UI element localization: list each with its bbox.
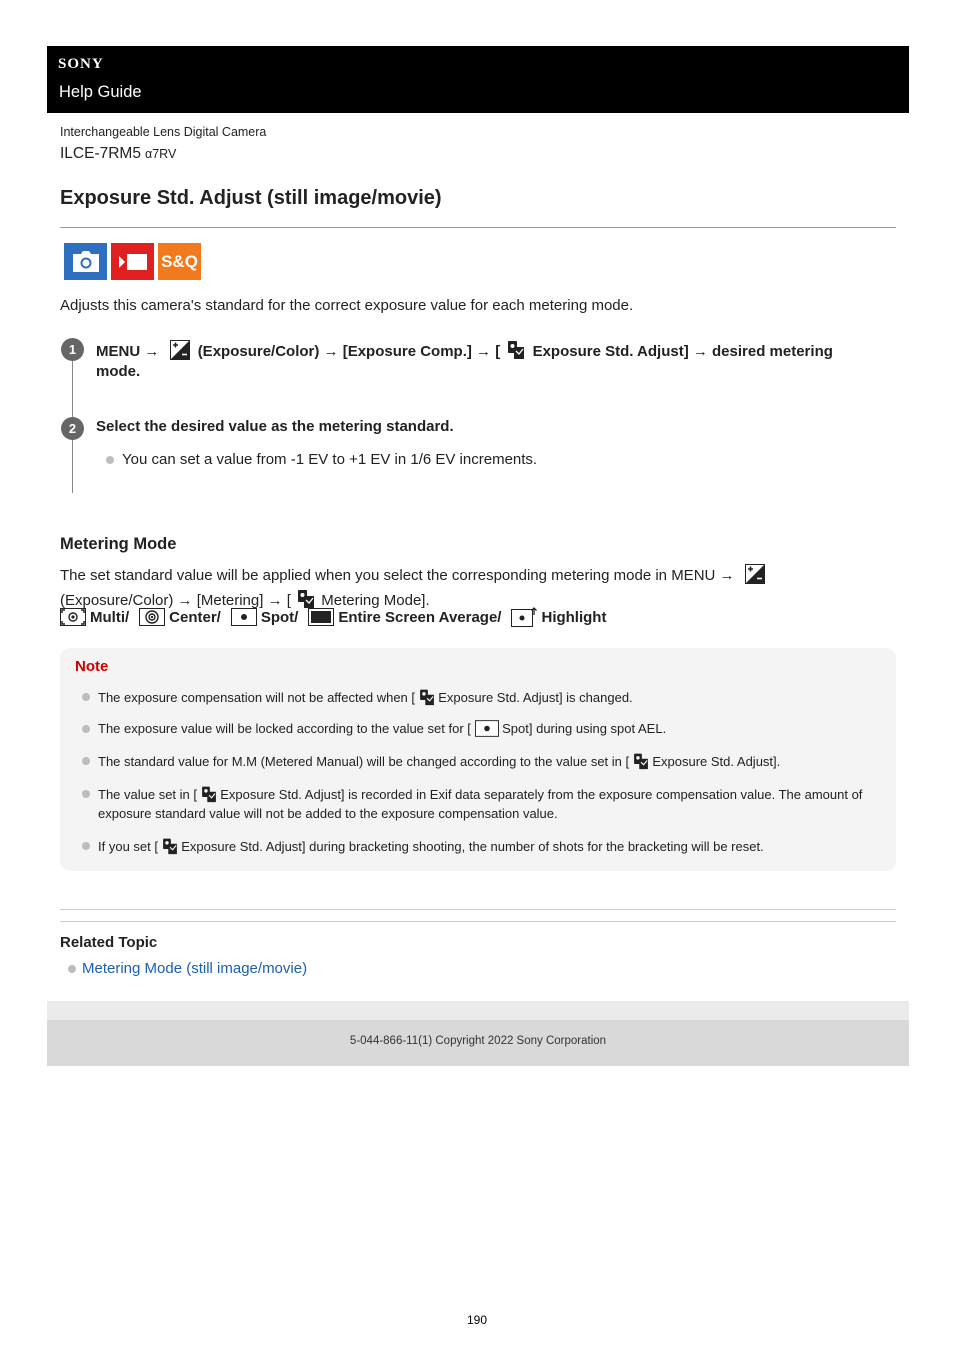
bullet-icon bbox=[82, 693, 90, 701]
multi-metering-icon bbox=[60, 608, 86, 626]
step-1-text bbox=[96, 338, 876, 382]
title-divider bbox=[60, 227, 896, 228]
note-item bbox=[82, 836, 872, 856]
divider bbox=[60, 909, 896, 910]
model-line bbox=[60, 145, 176, 163]
center-metering-icon bbox=[139, 608, 165, 626]
exposure-std-adjust-icon bbox=[419, 687, 435, 706]
related-topic-heading: Related Topic bbox=[60, 934, 158, 951]
bullet-icon bbox=[106, 456, 114, 464]
metering-mode-entire-screen-average-label: Entire Screen Average/ bbox=[338, 608, 502, 626]
note-item-text: The exposure compensation will not be affected when [ bbox=[98, 690, 416, 705]
product-type: Interchangeable Lens Digital Camera bbox=[60, 125, 267, 139]
exposure-std-adjust-icon bbox=[633, 751, 649, 770]
metering-desc-b: (Exposure/Color) → [Metering] → [ bbox=[60, 591, 291, 609]
note-item-text: Exposure Std. Adjust] is changed. bbox=[438, 690, 633, 705]
bullet-icon bbox=[82, 757, 90, 765]
note-item-text: The value set in [ bbox=[98, 787, 197, 802]
metering-mode-spot-label: Spot/ bbox=[260, 608, 299, 626]
movie-mode-icon bbox=[111, 243, 154, 280]
metering-desc-c: Metering Mode]. bbox=[321, 591, 430, 609]
spot-metering-icon bbox=[231, 608, 257, 626]
note-box bbox=[60, 648, 896, 871]
intro-text: Adjusts this camera's standard for the correct exposure value for each metering mode. bbox=[60, 297, 634, 314]
metering-mode-highlight-label: Highlight bbox=[541, 608, 607, 626]
sony-logo: SONY bbox=[58, 56, 104, 72]
note-item-text: Exposure Std. Adjust] during bracketing shooting, the number of shots for the bracketing will be reset. bbox=[181, 839, 764, 854]
note-item bbox=[82, 784, 872, 823]
note-item-text: Spot] during using spot AEL. bbox=[502, 721, 667, 736]
metering-mode-entire-screen-average bbox=[308, 608, 501, 626]
step-2-text: Select the desired value as the metering standard. bbox=[96, 418, 454, 435]
note-item-text: Exposure Std. Adjust]. bbox=[652, 754, 781, 769]
note-item bbox=[82, 751, 872, 771]
bullet-icon bbox=[82, 842, 90, 850]
slow-quick-mode-icon: S&Q bbox=[158, 243, 201, 280]
header-bar bbox=[47, 46, 909, 113]
help-guide-label[interactable]: Help Guide bbox=[59, 83, 142, 101]
step-1-part-a: (Exposure/Color) → [Exposure Comp.] → [ bbox=[197, 343, 501, 360]
metering-mode-center-label: Center/ bbox=[169, 608, 221, 626]
metering-mode-spot bbox=[231, 608, 299, 626]
note-item-text: Exposure Std. Adjust] is recorded in Exif data separately from the exposure compensation value. The amount of exposure standard value will not be added to the exposure compensation value. bbox=[98, 787, 863, 821]
step-1-menu: MENU → bbox=[96, 343, 160, 360]
exposure-color-icon bbox=[170, 340, 190, 360]
note-title: Note bbox=[75, 658, 109, 675]
page-number: 190 bbox=[466, 1313, 488, 1327]
highlight-metering-icon bbox=[511, 607, 537, 627]
spot-metering-icon bbox=[475, 720, 499, 737]
metering-desc-a: The set standard value will be applied when you select the corresponding metering mode in MENU → bbox=[60, 567, 735, 584]
footer bbox=[47, 1020, 909, 1066]
exposure-std-adjust-icon bbox=[162, 836, 178, 855]
step-1-part-b: Exposure Std. Adjust] → desired metering mode. bbox=[96, 343, 833, 380]
metering-modes-list bbox=[60, 607, 616, 627]
bullet-icon bbox=[82, 725, 90, 733]
step-1-number: 1 bbox=[61, 338, 84, 361]
entire-screen-average-metering-icon bbox=[308, 608, 334, 626]
related-link-metering-mode[interactable]: Metering Mode (still image/movie) bbox=[82, 960, 308, 977]
page-title: Exposure Std. Adjust (still image/movie) bbox=[60, 187, 442, 209]
metering-mode-heading: Metering Mode bbox=[60, 535, 177, 553]
footer-band bbox=[47, 1001, 909, 1020]
step-2-note-text: You can set a value from -1 EV to +1 EV in 1/6 EV increments. bbox=[122, 451, 538, 468]
bullet-icon bbox=[82, 790, 90, 798]
note-item bbox=[82, 687, 872, 707]
note-item bbox=[82, 719, 872, 738]
metering-mode-multi bbox=[60, 608, 129, 626]
exposure-color-icon bbox=[745, 564, 765, 584]
still-image-mode-icon bbox=[64, 243, 107, 280]
step-2-number: 2 bbox=[61, 417, 84, 440]
metering-mode-highlight bbox=[511, 607, 606, 627]
exposure-std-adjust-icon bbox=[507, 338, 525, 360]
note-item-text: The exposure value will be locked according to the value set for [ bbox=[98, 721, 471, 736]
metering-mode-multi-label: Multi/ bbox=[90, 608, 130, 626]
bullet-icon bbox=[68, 965, 76, 973]
metering-mode-center bbox=[139, 608, 221, 626]
related-link-item bbox=[68, 960, 307, 977]
note-item-text: The standard value for M.M (Metered Manual) will be changed according to the value set in [ bbox=[98, 754, 630, 769]
metering-mode-description bbox=[60, 564, 860, 611]
exposure-std-adjust-icon bbox=[201, 784, 217, 803]
divider bbox=[60, 921, 896, 922]
step-2-note bbox=[106, 451, 537, 468]
mode-icons bbox=[64, 243, 201, 280]
exposure-std-adjust-icon bbox=[297, 587, 315, 609]
model-number: ILCE-7RM5 bbox=[60, 145, 141, 162]
model-alpha-name: α7RV bbox=[144, 147, 177, 161]
note-item-text: If you set [ bbox=[98, 839, 158, 854]
copyright-text: 5-044-866-11(1) Copyright 2022 Sony Corporation bbox=[349, 1035, 607, 1047]
